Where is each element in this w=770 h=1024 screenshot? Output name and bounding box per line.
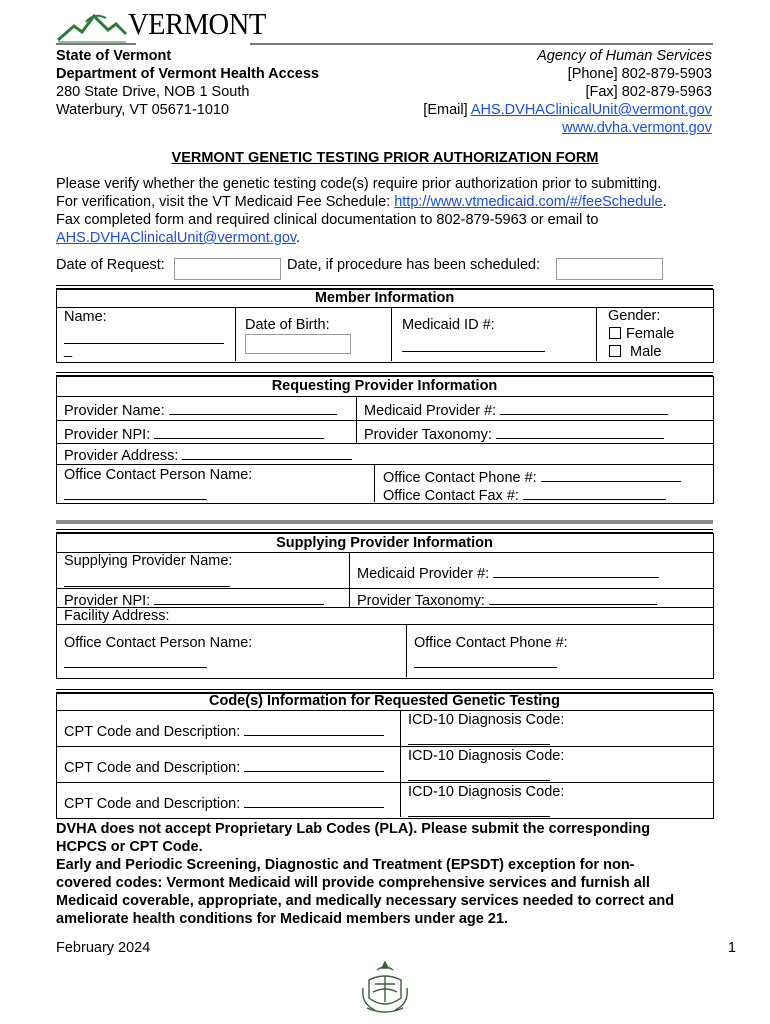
req-taxonomy-label: Provider Taxonomy:	[364, 427, 492, 443]
sup-medicaid-row	[357, 563, 659, 582]
cpt-label-2: CPT Code and Description:	[64, 760, 241, 776]
codes-rule-1	[56, 710, 713, 711]
req-address-field[interactable]	[182, 445, 352, 460]
intro-line1: Please verify whether the genetic testing code(s) require prior authorization prior to submitting.	[56, 176, 662, 192]
member-gender-label: Gender:	[608, 308, 661, 324]
epsdt-note-1: Early and Periodic Screening, Diagnostic and Treatment (EPSDT) exception for non-	[56, 857, 635, 873]
codes-rule-2	[56, 746, 713, 747]
req-name-label: Provider Name:	[64, 403, 165, 419]
sup-col-b	[406, 624, 407, 677]
date-procedure-label: Date, if procedure has been scheduled:	[287, 257, 541, 273]
member-dob-input[interactable]	[245, 334, 351, 354]
req-phone-row	[383, 467, 681, 486]
header-fax: [Fax] 802-879-5963	[585, 84, 712, 100]
req-contact-field[interactable]	[64, 485, 207, 500]
cpt-field-3[interactable]	[244, 793, 384, 808]
male-checkbox[interactable]	[609, 345, 621, 357]
req-phone-field[interactable]	[541, 467, 681, 482]
req-medicaid-row	[364, 400, 668, 419]
req-contact-label: Office Contact Person Name:	[64, 467, 253, 483]
req-fax-label: Office Contact Fax #:	[383, 488, 519, 504]
page-number: 1	[727, 940, 736, 956]
sup-col-a	[349, 552, 350, 607]
member-header: Member Information	[314, 290, 455, 306]
sup-npi-field[interactable]	[154, 590, 324, 605]
cpt-row-3	[64, 793, 384, 812]
req-col-b	[374, 464, 375, 502]
req-medicaid-field[interactable]	[500, 400, 668, 415]
member-col1	[235, 307, 236, 361]
email-label: [Email]	[423, 102, 471, 118]
codes-rule-3	[56, 782, 713, 783]
sup-name-label: Supplying Provider Name:	[64, 553, 233, 569]
header-dept: Department of Vermont Health Access	[56, 66, 319, 82]
req-rule-2	[56, 420, 713, 421]
member-col3	[596, 307, 597, 361]
member-name-underscore: _	[64, 342, 73, 358]
cpt-row-1	[64, 721, 384, 740]
sup-phone-field[interactable]	[414, 653, 557, 668]
mountain-logo-icon	[56, 10, 128, 44]
epsdt-note-2: covered codes: Vermont Medicaid will provide comprehensive services and furnish all	[56, 875, 650, 891]
req-taxonomy-field[interactable]	[496, 424, 664, 439]
intro-line2	[56, 194, 667, 210]
sup-taxonomy-label: Provider Taxonomy:	[357, 593, 485, 609]
fee-schedule-link[interactable]: http://www.vtmedicaid.com/#/feeSchedule	[394, 194, 663, 210]
gender-male-option[interactable]	[609, 344, 661, 360]
cpt-field-2[interactable]	[244, 757, 384, 772]
logo-text: VERMONT	[128, 6, 266, 41]
req-rule-4	[56, 464, 713, 465]
sup-medicaid-label: Medicaid Provider #:	[357, 566, 490, 582]
intro-line3: Fax completed form and required clinical documentation to 802-879-5963 or email to	[56, 212, 599, 228]
req-col-a	[356, 396, 357, 443]
header-email-line	[423, 102, 712, 118]
date-request-label: Date of Request:	[56, 257, 165, 273]
member-col2	[391, 307, 392, 361]
codes-col	[400, 710, 401, 817]
req-fax-row	[383, 485, 666, 504]
header-state: State of Vermont	[56, 48, 172, 64]
member-dob-label: Date of Birth:	[245, 317, 330, 333]
req-phone-label: Office Contact Phone #:	[383, 470, 537, 486]
sup-npi-row	[64, 590, 324, 609]
icd-field-1[interactable]	[408, 730, 550, 745]
female-label: Female	[626, 326, 675, 342]
intro-line4	[56, 230, 300, 246]
cpt-label-1: CPT Code and Description:	[64, 724, 241, 740]
member-medicaid-field[interactable]	[402, 337, 545, 352]
epsdt-note-3: Medicaid coverable, appropriate, and medically necessary services needed to correct and	[56, 893, 675, 909]
codes-header: Code(s) Information for Requested Genetic Testing	[209, 693, 560, 709]
male-label: Male	[630, 344, 662, 360]
sup-rule-2	[56, 588, 713, 589]
sup-facility-label: Facility Address:	[64, 608, 170, 624]
req-name-field[interactable]	[169, 400, 337, 415]
header-rule-left	[56, 43, 136, 45]
req-address-label: Provider Address:	[64, 448, 179, 464]
req-taxonomy-row	[364, 424, 664, 443]
sup-medicaid-field[interactable]	[493, 563, 659, 578]
sup-phone-label: Office Contact Phone #:	[414, 635, 568, 651]
date-procedure-input[interactable]	[556, 258, 663, 280]
req-rule-1	[56, 396, 713, 397]
member-name-field[interactable]	[64, 329, 224, 344]
sup-contact-field[interactable]	[64, 653, 207, 668]
requesting-header: Requesting Provider Information	[271, 378, 498, 394]
req-address-row	[64, 445, 352, 464]
intro-line4-period: .	[296, 230, 301, 246]
req-fax-field[interactable]	[523, 485, 666, 500]
sup-name-field[interactable]	[64, 572, 230, 587]
icd-label-1: ICD-10 Diagnosis Code:	[408, 712, 565, 728]
icd-field-3[interactable]	[408, 802, 550, 817]
cpt-field-1[interactable]	[244, 721, 384, 736]
header-phone: [Phone] 802-879-5903	[567, 66, 712, 82]
member-name-label: Name:	[64, 309, 107, 325]
intro-line2-text: For verification, visit the VT Medicaid Fee Schedule:	[56, 194, 395, 210]
intro-line2-period: .	[662, 194, 667, 210]
sup-taxonomy-row	[357, 590, 657, 609]
vermont-logo	[56, 6, 266, 44]
date-request-input[interactable]	[174, 258, 281, 280]
header-agency: Agency of Human Services	[537, 48, 712, 64]
pla-note-2: HCPCS or CPT Code.	[56, 839, 203, 855]
header-city: Waterbury, VT 05671-1010	[56, 102, 230, 118]
pla-note-1: DVHA does not accept Proprietary Lab Codes (PLA). Please submit the corresponding	[56, 821, 651, 837]
footer-date: February 2024	[56, 940, 151, 956]
req-name-row	[64, 400, 337, 419]
intro-email-link[interactable]: AHS.DVHAClinicalUnit@vermont.gov	[56, 230, 297, 246]
female-checkbox[interactable]	[609, 327, 621, 339]
sup-npi-label: Provider NPI:	[64, 593, 151, 609]
req-rule-3	[56, 443, 713, 444]
supplying-header: Supplying Provider Information	[276, 535, 493, 551]
icd-label-3: ICD-10 Diagnosis Code:	[408, 784, 565, 800]
requesting-bottom-shade	[56, 520, 713, 524]
website-link[interactable]: www.dvha.vermont.gov	[562, 120, 712, 136]
cpt-label-3: CPT Code and Description:	[64, 796, 241, 812]
sup-rule-4	[56, 624, 713, 625]
req-medicaid-label: Medicaid Provider #:	[364, 403, 497, 419]
epsdt-note-4: ameliorate health conditions for Medicaid members under age 21.	[56, 911, 509, 927]
form-title: VERMONT GENETIC TESTING PRIOR AUTHORIZATION FORM	[171, 150, 599, 166]
sup-taxonomy-field[interactable]	[489, 590, 657, 605]
cpt-row-2	[64, 757, 384, 776]
sup-contact-label: Office Contact Person Name:	[64, 635, 253, 651]
req-npi-field[interactable]	[154, 424, 324, 439]
email-link[interactable]: AHS.DVHAClinicalUnit@vermont.gov	[470, 102, 712, 118]
icd-field-2[interactable]	[408, 766, 550, 781]
header-address: 280 State Drive, NOB 1 South	[56, 84, 250, 100]
icd-label-2: ICD-10 Diagnosis Code:	[408, 748, 565, 764]
member-medicaid-label: Medicaid ID #:	[402, 317, 495, 333]
state-seal-icon	[359, 958, 411, 1016]
req-npi-label: Provider NPI:	[64, 427, 151, 443]
header-rule	[250, 43, 713, 45]
req-npi-row	[64, 424, 324, 443]
gender-female-option[interactable]	[609, 326, 674, 342]
